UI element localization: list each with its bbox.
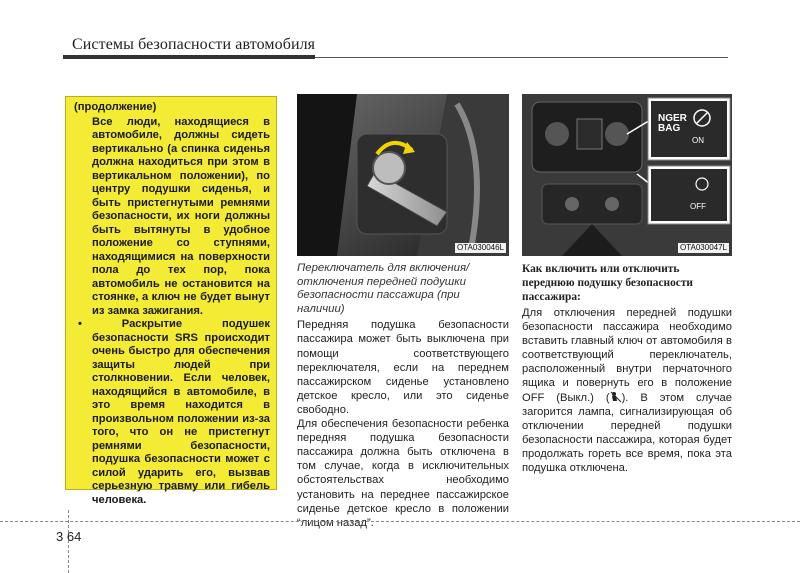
glovebox-switch-illustration — [297, 94, 509, 256]
indicator-label-top: NGER BAG — [658, 113, 687, 134]
howto-text-b: ). В этом случае загорится лампа, сигнализирующая об отключении передней подушки безопасности пассажира, которая будет продолжать гореть все время, пока эта подушка отключена. — [522, 391, 732, 475]
header-bar — [63, 55, 315, 59]
footer-rule — [0, 521, 800, 522]
warning-paragraph-1: Все люди, находящиеся в автомобиле, должны сидеть вертикально (а спинка сиденья должна находиться при этом в вертикальном положении), по центру подушки сиденья, и быть пристегнутыми ремнями безопасности, их ноги должны быть вытянуты в удобное положение со ступнями, находящимися на поверхности пола до тех пор, пока автомобиль не остановится на стоянке, а ключ не будет вынут из замка зажигания. — [92, 115, 270, 317]
howto-text-a: Для отключения передней подушки безопасности пассажира необходимо вставить главный ключ от автомобиля в соответствующий переключатель, расположенный внутри перчаточного ящика и повернуть его в положение OFF (Выкл.) ( — [522, 307, 732, 404]
dashboard-illustration — [522, 94, 732, 256]
column-switch-description — [297, 262, 509, 530]
howto-paragraph — [522, 306, 732, 475]
warning-paragraph-2: • Раскрытие подушек безопасности SRS происходит очень быстро для обеспечения защиты людей при столкновении. Если человек, находящийся в автомобиле, в это время находится в произвольном положении из-за того, что он не пристегнут ремнями безопасности, подушка безопасности может с силой ударить его, вызвав серьезную травму или гибель человека. — [78, 318, 270, 506]
page-title: Системы безопасности автомобиля — [72, 36, 316, 53]
airbag-off-icon — [610, 391, 622, 403]
header-rule — [315, 57, 728, 58]
howto-subtitle: Как включить или отключить переднюю подушку безопасности пассажира: — [522, 263, 693, 303]
warning-box — [65, 96, 277, 506]
warning-continued: (продолжение) — [74, 101, 157, 113]
column-how-to — [522, 262, 732, 475]
indicator-off-label: OFF — [690, 202, 706, 211]
switch-paragraph-1: Передняя подушка безопасности пассажира может быть выключена при помощи соответствующего переключателя, если на переднем пассажирском сиденье установлено детское кресло, или это сиденье свободно. — [297, 319, 509, 416]
glovebox-switch-photo — [297, 94, 509, 256]
photo2-code: OTA030047L — [680, 243, 727, 252]
indicator-on-label: ON — [692, 136, 704, 145]
photo1-code: OTA030046L — [457, 243, 504, 252]
switch-paragraph-2: Для обеспечения безопасности ребенка передняя подушка безопасности пассажира должна быть отключена в том случае, когда в исключительных обстоятельствах необходимо установить на переднее пассажирское сиденье детское кресло в положении “лицом назад”. — [297, 418, 509, 529]
switch-subtitle: Переключатель для включения/ отключения передней подушки безопасности пассажира (при наличии) — [297, 262, 470, 315]
dashboard-indicator-photo — [522, 94, 732, 256]
page-number: 3 64 — [56, 529, 82, 544]
